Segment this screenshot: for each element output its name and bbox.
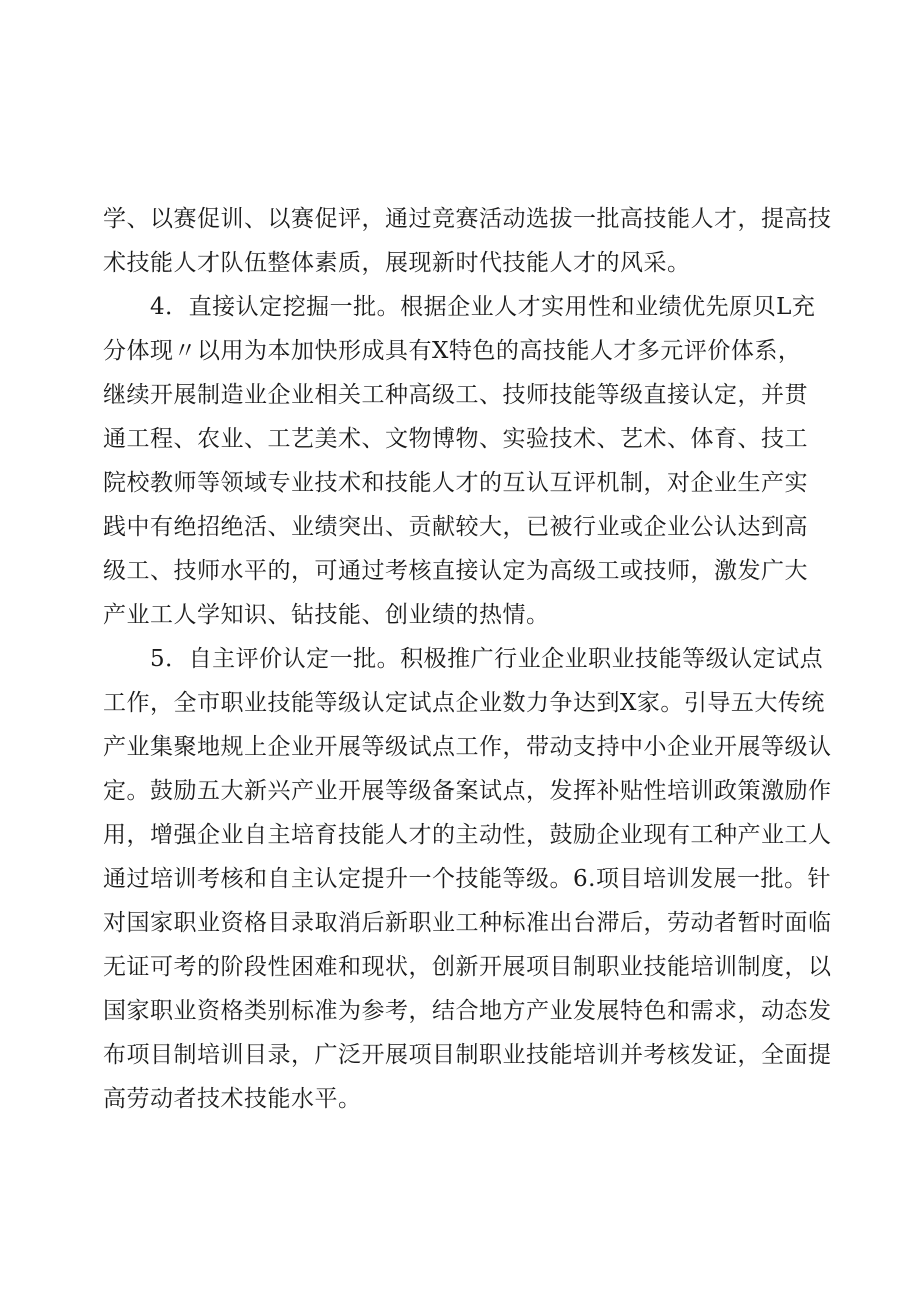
text-line: 分体现〃以用为本加快形成具有X特色的高技能人才多元评价体系， [103, 338, 802, 364]
text-line: 践中有绝招绝活、业绩突出、贡献较大，已被行业或企业公认达到高 [103, 514, 808, 540]
text-line: 学、以赛促训、以赛促评，通过竞赛活动选拔一批高技能人才，提高技 [103, 206, 832, 232]
text-line: 国家职业资格类别标准为参考，结合地方产业发展特色和需求，动态发 [103, 998, 832, 1024]
text-line: 定。鼓励五大新兴产业开展等级备案试点，发挥补贴性培训政策激励作 [103, 778, 832, 804]
text-line: 布项目制培训目录，广泛开展项目制职业技能培训并考核发证，全面提 [103, 1042, 832, 1068]
text-line: 高劳动者技术技能水平。 [103, 1086, 362, 1112]
text-line: 通工程、农业、工艺美术、文物博物、实验技术、艺术、体育、技工 [103, 426, 808, 452]
text-line: 对国家职业资格目录取消后新职业工种标准出台滞后，劳动者暂时面临 [103, 910, 832, 936]
text-line: 继续开展制造业企业相关工种高级工、技师技能等级直接认定，并贯 [103, 382, 808, 408]
text-line: 无证可考的阶段性困难和现状，创新开展项目制职业技能培训制度，以 [103, 954, 832, 980]
text-line: 用，增强企业自主培育技能人才的主动性，鼓励企业现有工种产业工人 [103, 822, 832, 848]
paragraph-4-start: 4．直接认定挖掘一批。根据企业人才实用性和业绩优先原贝L充 [150, 294, 816, 320]
text-line: 术技能人才队伍整体素质，展现新时代技能人才的风采。 [103, 250, 691, 276]
text-line: 产业工人学知识、钻技能、创业绩的热情。 [103, 602, 550, 628]
text-line: 产业集聚地规上企业开展等级试点工作，带动支持中小企业开展等级认 [103, 734, 832, 760]
text-line: 级工、技师水平的，可通过考核直接认定为高级工或技师，激发广大 [103, 558, 808, 584]
paragraph-5-start: 5．自主评价认定一批。积极推广行业企业职业技能等级认定试点 [150, 646, 824, 672]
text-line: 院校教师等领域专业技术和技能人才的互认互评机制，对企业生产实 [103, 470, 808, 496]
text-line: 通过培训考核和自主认定提升一个技能等级。6.项目培训发展一批。针 [103, 866, 831, 892]
text-line: 工作，全市职业技能等级认定试点企业数力争达到X家。引导五大传统 [103, 690, 825, 716]
